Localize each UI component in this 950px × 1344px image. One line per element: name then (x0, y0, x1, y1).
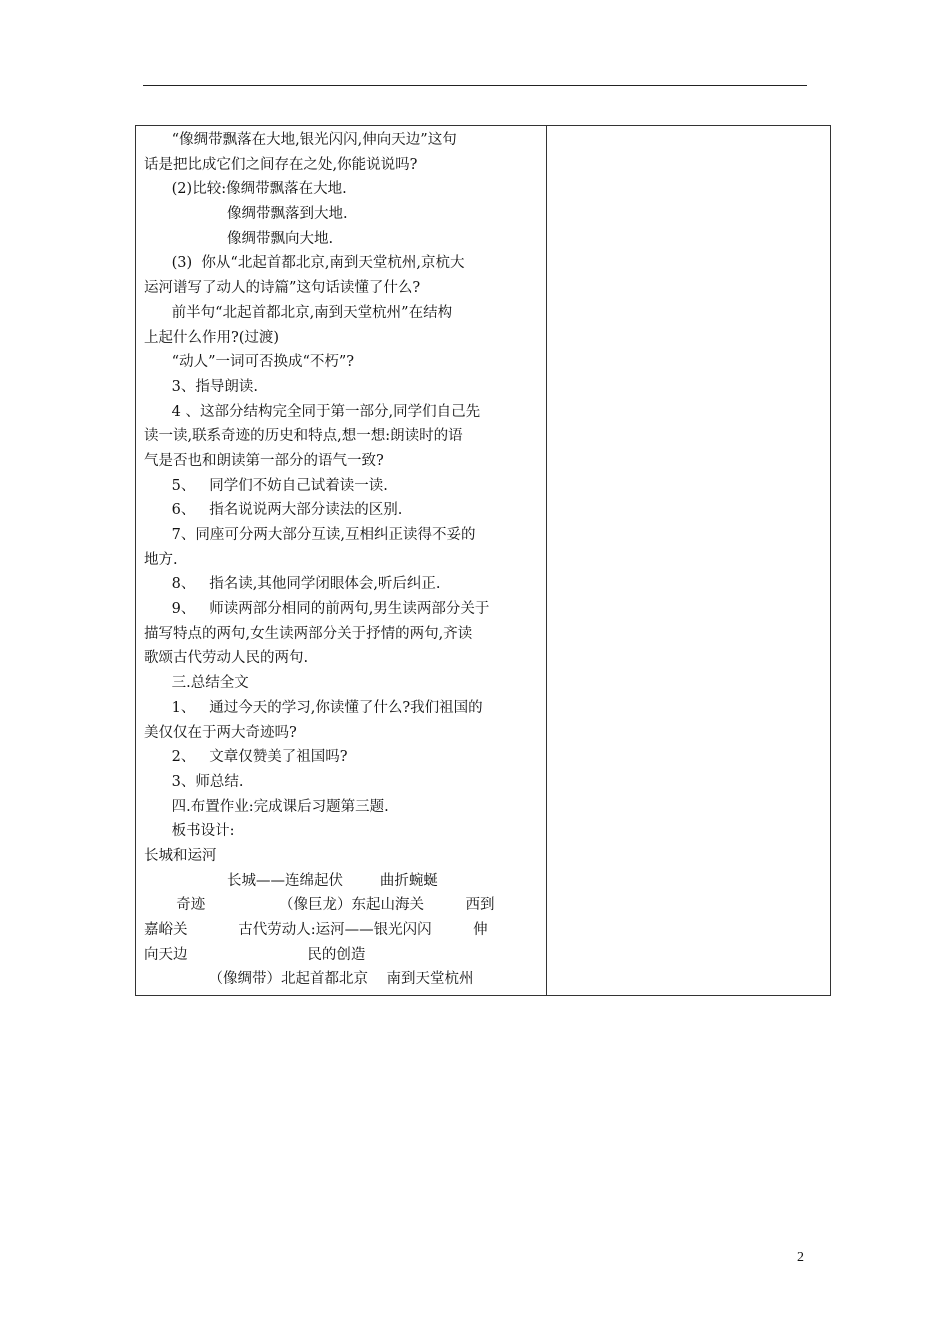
board-title: 长城和运河 (144, 847, 217, 864)
lesson-content-cell (144, 128, 540, 992)
text-line: 气是否也和朗读第一部分的语气一致? (144, 452, 384, 469)
text-line: 话是把比成它们之间存在之处,你能说说吗? (144, 156, 418, 173)
board-line: 向天边 民的创造 (144, 946, 366, 963)
text-line: 像绸带飘落到大地. (144, 206, 348, 223)
text-line: 4 、这部分结构完全同于第一部分,同学们自己先 (144, 403, 481, 420)
text-line: 歌颂古代劳动人民的两句. (144, 650, 309, 667)
section-heading: 板书设计: (144, 823, 235, 840)
text-line: 6、 指名说说两大部分读法的区别. (144, 502, 403, 519)
text-line: 3、师总结. (144, 773, 244, 790)
text-line: (2)比较:像绸带飘落在大地. (144, 181, 347, 198)
text-line: 8、 指名读,其他同学闭眼体会,听后纠正. (144, 576, 441, 593)
text-line: 美仅仅在于两大奇迹吗? (144, 724, 297, 741)
text-line: “像绸带飘落在大地,银光闪闪,伸向天边”这句 (144, 132, 457, 148)
board-line: 嘉峪关 古代劳动人:运河——银光闪闪 伸 (144, 922, 488, 938)
lesson-table (135, 125, 831, 996)
text-line: (3) 你从“北起首都北京,南到天堂杭州,京杭大 (144, 255, 465, 272)
text-line: 运河谱写了动人的诗篇”这句话读懂了什么? (144, 280, 421, 297)
header-rule (143, 85, 807, 86)
board-line: 长城——连绵起伏 曲折蜿蜒 (144, 872, 438, 889)
text-line: 7、同座可分两大部分互读,互相纠正读得不妥的 (144, 527, 476, 543)
page-number: 2 (797, 1250, 804, 1265)
section-heading: 三.总结全文 (144, 675, 249, 692)
text-line: “动人”一词可否换成“不朽”? (144, 354, 355, 371)
section-heading: 四.布置作业:完成课后习题第三题. (144, 798, 389, 815)
text-line: 3、指导朗读. (144, 378, 258, 395)
text-line: 1、 通过今天的学习,你读懂了什么?我们祖国的 (144, 699, 483, 716)
board-line: 奇迹 （像巨龙）东起山海关 西到 (144, 897, 495, 914)
text-line: 5、 同学们不妨自己试着读一读. (144, 477, 388, 494)
text-line: 描写特点的两句,女生读两部分关于抒情的两句,齐读 (144, 625, 473, 642)
text-line: 前半句“北起首都北京,南到天堂杭州”在结构 (144, 304, 453, 321)
text-line: 读一读,联系奇迹的历史和特点,想一想:朗读时的语 (144, 428, 463, 445)
text-line: 地方. (144, 551, 178, 568)
column-divider (546, 126, 547, 995)
board-line: （像绸带）北起首都北京 南到天堂杭州 (144, 971, 474, 988)
text-line: 2、 文章仅赞美了祖国吗? (144, 749, 348, 766)
text-line: 9、 师读两部分相同的前两句,男生读两部分关于 (144, 601, 490, 618)
text-line: 像绸带飘向大地. (144, 230, 334, 247)
text-line: 上起什么作用?(过渡) (144, 329, 280, 346)
